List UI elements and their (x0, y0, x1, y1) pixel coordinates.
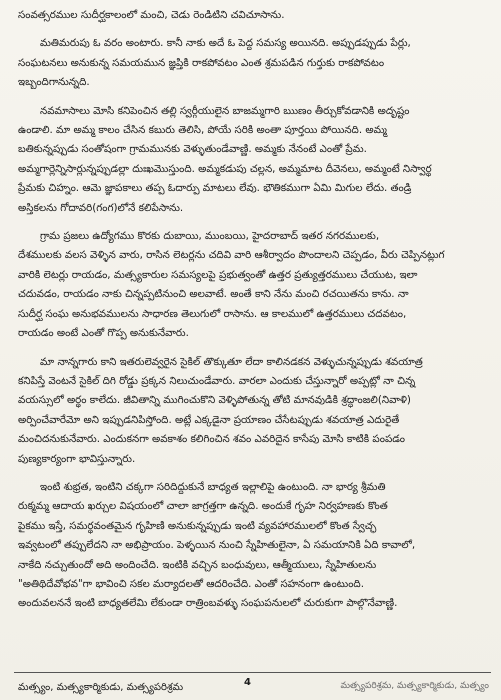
text-line: బతికున్నప్పుడు సంతోషంగా గ్రామమునకు వెళ్ళుతుండేవాణ్ణి. అమ్మకు నేనంటే ఎంతో ప్రేమ. (18, 143, 367, 156)
text-line: వారికి లెటర్లు రాయడం, మత్స్యకారుల సమస్యలపై ప్రభుత్వంతో ఉత్తర ప్రత్యుత్తరములు చేయుట, ఇలా (18, 268, 418, 281)
paragraph (18, 478, 487, 614)
paragraph (18, 102, 487, 218)
text-line: రాయడం అంటే ఎంతో గొప్ప అనుకునేవారు. (18, 327, 189, 340)
footer-book-title-right: మత్స్యపరిశ్రమ, మత్స్యకార్మికుడు, మత్స్యం (340, 681, 489, 691)
page-number: 4 (244, 677, 251, 688)
footer-book-title: మత్స్యం, మత్స్యకార్మికుడు, మత్స్యపరిశ్రమ (18, 682, 184, 693)
paragraph (18, 353, 487, 469)
paragraph-gap (18, 25, 487, 34)
text-line: అందువలననే ఇంటి బాధ్యతలేమి లేకుండా రాత్రింబవళ్ళు సంఘపనులలో చురుకుగా పాల్గొనేవాణ్ణి. (18, 597, 398, 610)
text-line: పైకము ఇస్తే, సమర్థవంతమైన గృహిణి అనుకున్నప్పుడు ఇంటి వ్యవహారములలో కొంత స్వేచ్ఛ (18, 519, 377, 532)
text-line: సుదీర్ఘ సంఘ అనుభవములను సాధారణ తెలుగులో రాసాను. ఆ కాలములో ఉత్తరములు చదవటం, (18, 307, 407, 320)
text-line: ఇవ్వటంలో తప్పులేదని నా అభిప్రాయం. పెళ్ళయిన నుంచి స్నేహితులైనా, ఏ సమయానికి ఏది కావాలో, (18, 539, 416, 552)
text-line: గ్రామ ప్రజలు ఉద్యోగము కొరకు దుబాయి, ముంబయి, హైదరాబాద్ ఇతర నగరములకు, (40, 230, 380, 243)
text-line: "అతిథిదేవోభవ"గా భావించి సకల మర్యాదలతో ఆదరించేది. ఎంతో సహనంగా ఉంటుంది. (18, 577, 364, 590)
paragraph-gap (18, 344, 487, 353)
text-line: మతిమరుపు ఓ వరం అంటారు. కానీ నాకు అదే ఓ పెద్ద సమస్య అయినది. అప్పుడప్పుడు పేర్లు, (40, 37, 411, 50)
text-line: మంచిదనుకునేవారు. ఎందుకనగా అవకాశం కలిగించిన శవం ఎవరిదైన కాసేపు మోసి కాటికి పంపడం (18, 433, 405, 446)
text-line: ప్రేమకు చిహ్నం. ఆమె జ్ఞాపకాలు తప్ప ఓదార్పు మాటలు లేవు. భౌతికముగా ఏమి మిగుల లేదు. తండ్రి (18, 182, 412, 195)
text-line: అస్తికలను గోదావరి(గంగ)లోనే కలిపేసాను. (18, 201, 184, 214)
text-line: చదువడం, రాయడం నాకు చిన్నప్పటినుంచి అలవాటే. అంతే కాని నేను మంచి రచయితను కాను. నా (18, 288, 409, 301)
text-line: అమ్మగార్లెన్నిసార్లున్నప్పుడల్లా దుఃఖమొస్తుంది. అమ్మకడుపు చల్లన, అమ్మమాట దీవెనలు, అమ్మంటే నిస్వార్థ (18, 162, 432, 175)
text-line: సంవత్సరముల సుదీర్ఘకాలంలో మంచి, చెడు రెండిటిని చవిచూసాను. (18, 9, 285, 21)
text-line: అర్పించేవారేమో అని ఇప్పుడనిపిస్తోంది. అట్లే ఎక్కడైనా ప్రయాణం చేసేటప్పుడు శవయాత్ర ఎదురైతే (18, 413, 400, 426)
page-footer (0, 672, 501, 700)
paragraph-gap (18, 218, 487, 227)
paragraph (18, 227, 487, 343)
text-line: సంఘటనలు అనుకున్న సమయమున జ్ఞప్తికి రాకపోవటం ఎంత శ్రమపడిన గుర్తుకు రాకపోవటం (18, 56, 385, 69)
paragraph (18, 34, 487, 92)
text-line: దేశములకు వలస వెళ్ళిన వారు, రాసిన లెటర్లను చదివి వారి ఆశీర్వాదం పొందాలని చెప్పడం, వీరు చెప్పినట్లుగ (18, 249, 445, 262)
text-line: మా నాన్నగారు కాని ఇతరులెవ్వరైన సైకిల్ తొక్కుతూ లేదా కాలినడకన వెళ్ళుచున్నప్పుడు శవయాత్ర (40, 355, 423, 368)
text-line: ఇంటి శుభ్రత, ఇంటిని చక్కగా సరిదిద్దుకునే బాధ్యత ఇల్లాలిపై ఉంటుంది. నా భార్య శ్రీమతి (40, 480, 386, 493)
text-line: పుణ్యకార్యంగా భావిస్తున్నారు. (18, 452, 136, 465)
text-line: రుక్మమ్మ ఆదాయ ఖర్చుల విషయంలో చాలా జాగ్రత్తగా ఉన్నది. అందుకే గృహ నిర్వహణకు కొంత (18, 500, 388, 513)
text-line: నవమాసాలు మోసి కనిపెంచిన తల్లి స్వర్గీయులైన బాజమ్మగారి ఋణం తీర్చుకోవడానికి అదృష్టం (40, 104, 410, 117)
paragraph-gap (18, 469, 487, 478)
footer-rule (14, 672, 491, 673)
text-line: ఇబ్బందిగానున్నది. (18, 76, 90, 89)
text-line: నాకేది నచ్చుతుందో అది అందించేది. ఇంటికి వచ్చిన బంధువులు, ఆత్మీయులు, స్నేహితులను (18, 558, 377, 571)
text-line: వయస్సులో అర్థం కాలేదు. జీవితాన్ని ముగించుకొని వెళ్ళిపోతున్న తోటి మానవుడికి శ్రద్ధాంజలి(నివాళి) (18, 394, 411, 407)
text-line: కనిపిస్తే వెంటనే సైకిల్ దిగి రోడ్డు ప్రక్కన నిలుచుండేవారు. వారలా ఎందుకు చేస్తున్నారో అప్పట్లో నా చిన్న (18, 374, 416, 387)
paragraph-gap (18, 93, 487, 102)
paragraph (18, 6, 487, 25)
text-line: ఉండాలి. మా అమ్మ కాలం చేసిన కబురు తెలిసి, పోయే సరికి అంతా పూర్తయి పోయినది. అమ్మ (18, 124, 387, 137)
body-text (18, 6, 487, 614)
